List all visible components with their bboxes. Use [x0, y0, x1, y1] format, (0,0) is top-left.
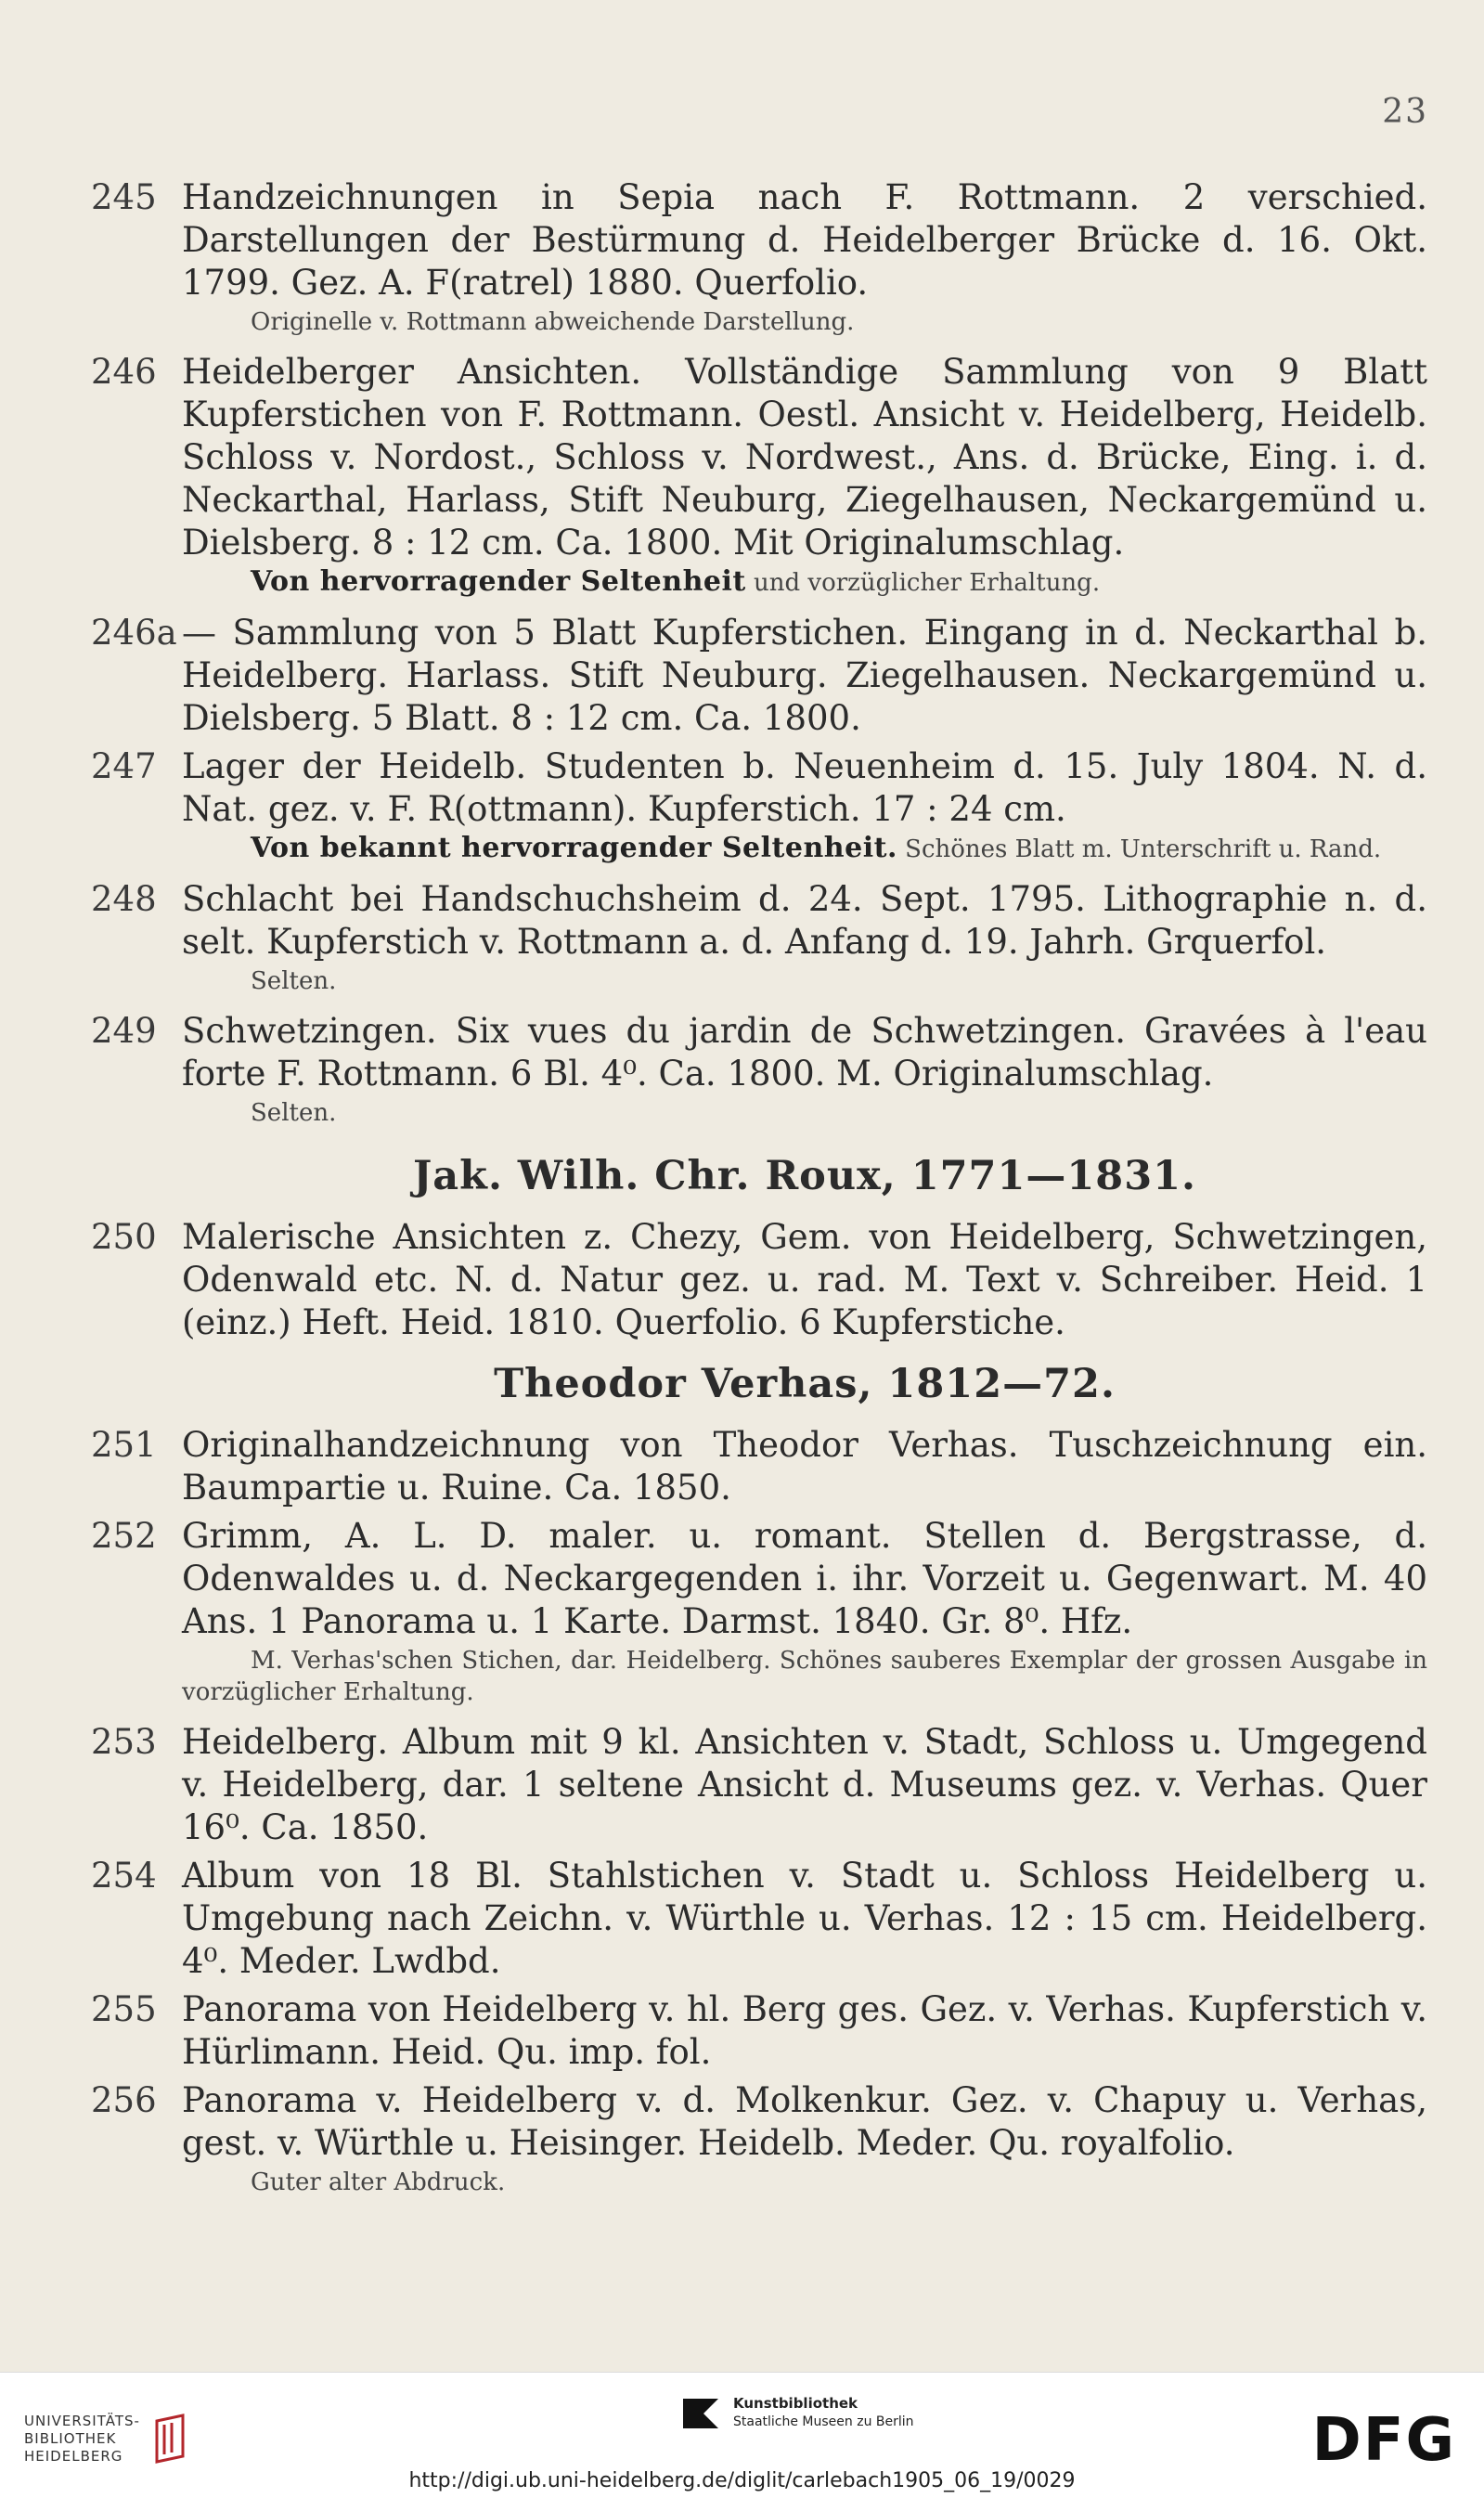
entry-description: Panorama v. Heidelberg v. d. Molkenkur. Gez. v. Chapuy u. Verhas, gest. v. Würthle u. Heisinger. Heidelb. Meder. Qu. royalfolio. — [182, 2080, 1427, 2163]
entry-number: 251 — [91, 1425, 157, 1465]
entry-body — [182, 176, 1427, 345]
entry-number: 254 — [91, 1856, 157, 1896]
entry-note-text: Guter alter Abdruck. — [251, 2168, 506, 2196]
catalog-entry — [91, 1855, 1427, 1983]
entry-group-rottmann — [91, 176, 1427, 1136]
catalog-entry — [91, 351, 1427, 606]
entry-note-text: Selten. — [251, 1099, 337, 1127]
entry-number: 253 — [91, 1722, 157, 1762]
entry-body — [182, 1216, 1427, 1344]
entry-description: Schwetzingen. Six vues du jardin de Schwetzingen. Gravées à l'eau forte F. Rottmann. 6 Bl. 4⁰. Ca. 1800. M. Originalumschlag. — [182, 1011, 1427, 1094]
entry-body — [182, 1515, 1427, 1715]
entry-note — [182, 1097, 1427, 1129]
entry-description: Heidelberg. Album mit 9 kl. Ansichten v. Stadt, Schloss u. Umgegend v. Heidelberg, dar. 1 seltene Ansicht d. Museums gez. v. Verhas. Quer 16⁰. Ca. 1850. — [182, 1722, 1427, 1847]
uni-library-icon — [149, 2412, 190, 2466]
entry-number: 245 — [91, 177, 157, 217]
source-url[interactable]: http://digi.ub.uni-heidelberg.de/diglit/carlebach1905_06_19/0029 — [408, 2469, 1076, 2492]
uni-heidelberg-logo[interactable] — [24, 2412, 190, 2466]
catalog-entry — [91, 2079, 1427, 2206]
entry-note — [182, 2167, 1427, 2198]
entry-body — [182, 351, 1427, 606]
entry-description: Malerische Ansichten z. Chezy, Gem. von Heidelberg, Schwetzingen, Odenwald etc. N. d. Natur gez. u. rad. M. Text v. Schreiber. Heid. 1 (einz.) Heft. Heid. 1810. Querfolio. 6 Kupferstiche. — [182, 1217, 1427, 1342]
entry-note-text: M. Verhas'schen Stichen, dar. Heidelberg. Schönes sauberes Exemplar der grossen Ausgabe in vorzüglicher Erhaltung. — [182, 1647, 1427, 1706]
catalog-entry — [91, 612, 1427, 740]
kb-title: Kunstbibliothek — [733, 2395, 858, 2412]
entry-note — [182, 1645, 1427, 1708]
entry-number: 252 — [91, 1516, 157, 1556]
kb-subtitle: Staatliche Museen zu Berlin — [733, 2414, 914, 2429]
catalog-entry — [91, 1721, 1427, 1849]
digitization-footer — [0, 2372, 1484, 2498]
entry-number: 246 — [91, 352, 157, 392]
entry-body — [182, 1424, 1427, 1509]
catalog-entry — [91, 1988, 1427, 2074]
catalog-entry — [91, 745, 1427, 873]
entry-number: 246a — [91, 613, 177, 653]
entry-body — [182, 745, 1427, 873]
entry-group-roux — [91, 1216, 1427, 1344]
entry-number: 256 — [91, 2080, 157, 2120]
entry-description: Album von 18 Bl. Stahlstichen v. Stadt u. Schloss Heidelberg u. Umgebung nach Zeichn. v. Würthle u. Verhas. 12 : 15 cm. Heidelberg. 4⁰. Meder. Lwdbd. — [182, 1856, 1427, 1981]
entry-note — [182, 566, 1427, 599]
catalog-entry — [91, 176, 1427, 345]
entry-body — [182, 1855, 1427, 1983]
entry-note — [182, 306, 1427, 338]
entry-note — [182, 965, 1427, 997]
catalog-content — [91, 176, 1427, 2211]
catalog-entry — [91, 1010, 1427, 1136]
entry-body — [182, 612, 1427, 740]
entry-body — [182, 1010, 1427, 1136]
kunstbibliothek-icon — [679, 2391, 722, 2434]
entry-number: 247 — [91, 746, 157, 786]
section-heading-roux: Jak. Wilh. Chr. Roux, 1771—1831. — [412, 1153, 1197, 1199]
entry-note-text: Originelle v. Rottmann abweichende Darstellung. — [251, 308, 855, 336]
entry-note-text: Selten. — [251, 967, 337, 995]
dfg-logo[interactable]: DFG — [1311, 2406, 1456, 2475]
entry-number: 250 — [91, 1217, 157, 1257]
entry-body — [182, 1988, 1427, 2074]
entry-description: — Sammlung von 5 Blatt Kupferstichen. Eingang in d. Neckarthal b. Heidelberg. Harlass. Stift Neuburg. Ziegelhausen. Neckargemünd u. Dielsberg. 5 Blatt. 8 : 12 cm. Ca. 1800. — [182, 613, 1427, 738]
entry-description: Handzeichnungen in Sepia nach F. Rottmann. 2 verschied. Darstellungen der Bestürmung d. Heidelberger Brücke d. 16. Okt. 1799. Gez. A. F(ratrel) 1880. Querfolio. — [182, 177, 1427, 303]
entry-description: Grimm, A. L. D. maler. u. romant. Stellen d. Bergstrasse, d. Odenwaldes u. d. Neckargegenden i. ihr. Vorzeit u. Gegenwart. M. 40 Ans. 1 Panorama u. 1 Karte. Darmst. 1840. Gr. 8⁰. Hfz. — [182, 1516, 1427, 1641]
page-number: 23 — [1382, 93, 1428, 131]
entry-description: Heidelberger Ansichten. Vollständige Sammlung von 9 Blatt Kupferstichen von F. Rottmann. Oestl. Ansicht v. Heidelberg, Heidelb. Schloss v. Nordost., Schloss v. Nordwest., Ans. d. Brücke, Eing. i. d. Neckarthal, Harlass, Stift Neuburg, Ziegelhausen, Neckargemünd u. Dielsberg. 8 : 12 cm. Ca. 1800. Mit Originalumschlag. — [182, 352, 1427, 563]
entry-description: Originalhandzeichnung von Theodor Verhas. Tuschzeichnung ein. Baumpartie u. Ruine. Ca. 1850. — [182, 1425, 1427, 1508]
entry-body — [182, 2079, 1427, 2206]
entry-number: 249 — [91, 1011, 157, 1051]
entry-note-emphasis: Von bekannt hervorragender Seltenheit. — [251, 832, 897, 864]
entry-note-text: und vorzüglicher Erhaltung. — [745, 569, 1101, 597]
kunstbibliothek-logo[interactable] — [679, 2391, 914, 2434]
catalog-entry — [91, 878, 1427, 1004]
uni-heidelberg-name: UNIVERSITÄTS- BIBLIOTHEK HEIDELBERG — [24, 2412, 140, 2465]
entry-number: 255 — [91, 1989, 157, 2029]
section-heading-verhas: Theodor Verhas, 1812—72. — [494, 1361, 1116, 1407]
catalog-entry — [91, 1424, 1427, 1509]
entry-group-verhas — [91, 1424, 1427, 2206]
entry-note-emphasis: Von hervorragender Seltenheit — [251, 565, 746, 598]
entry-body — [182, 878, 1427, 1004]
entry-body — [182, 1721, 1427, 1849]
entry-number: 248 — [91, 879, 157, 919]
catalog-entry — [91, 1216, 1427, 1344]
entry-note-text: Schönes Blatt m. Unterschrift u. Rand. — [897, 835, 1382, 863]
catalog-entry — [91, 1515, 1427, 1715]
entry-description: Lager der Heidelb. Studenten b. Neuenheim d. 15. July 1804. N. d. Nat. gez. v. F. R(ottmann). Kupferstich. 17 : 24 cm. — [182, 746, 1427, 829]
entry-description: Panorama von Heidelberg v. hl. Berg ges. Gez. v. Verhas. Kupferstich v. Hürlimann. Heid. Qu. imp. fol. — [182, 1989, 1427, 2072]
entry-note — [182, 833, 1427, 865]
entry-description: Schlacht bei Handschuchsheim d. 24. Sept. 1795. Lithographie n. d. selt. Kupferstich v. Rottmann a. d. Anfang d. 19. Jahrh. Grquerfol. — [182, 879, 1427, 962]
